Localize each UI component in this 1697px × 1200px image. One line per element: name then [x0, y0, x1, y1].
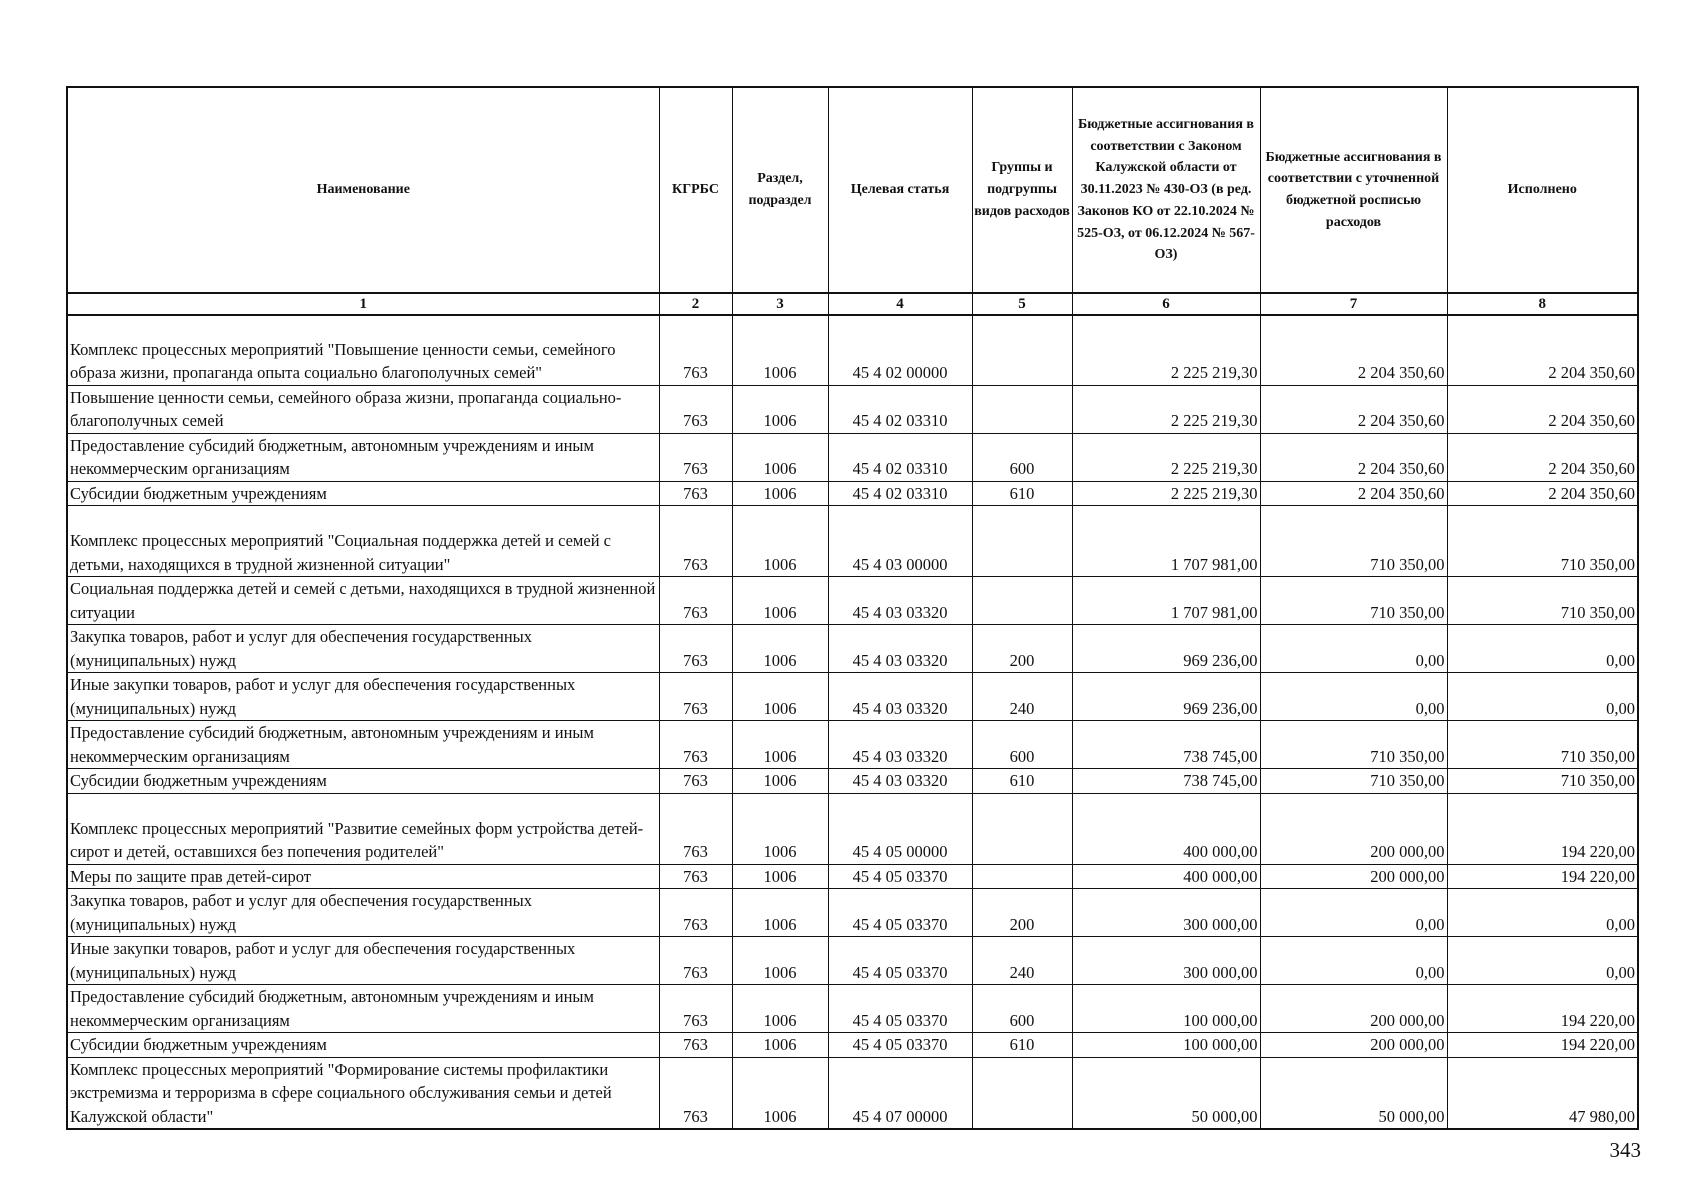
budget-table	[66, 86, 1639, 1130]
row-schedule-amount: 2 204 350,60	[1260, 433, 1447, 481]
row-executed-amount: 194 220,00	[1447, 864, 1638, 889]
header-budget-schedule: Бюджетные ассигнования в соответствии с уточненной бюджетной росписью расходов	[1260, 87, 1447, 293]
row-schedule-amount: 0,00	[1260, 937, 1447, 985]
header-kgrbs: КГРБС	[659, 87, 732, 293]
row-section: 1006	[732, 315, 828, 385]
row-name: Субсидии бюджетным учреждениям	[67, 1033, 659, 1058]
row-name: Субсидии бюджетным учреждениям	[67, 769, 659, 794]
row-section: 1006	[732, 433, 828, 481]
row-law-amount: 100 000,00	[1072, 1033, 1260, 1058]
row-section: 1006	[732, 721, 828, 769]
row-target-item: 45 4 02 03310	[828, 385, 972, 433]
row-kgrbs: 763	[659, 481, 732, 506]
row-section: 1006	[732, 793, 828, 864]
row-law-amount: 738 745,00	[1072, 769, 1260, 794]
row-target-item: 45 4 02 03310	[828, 433, 972, 481]
row-section: 1006	[732, 673, 828, 721]
row-expense-group: 600	[972, 433, 1072, 481]
column-number: 3	[732, 293, 828, 315]
row-section: 1006	[732, 889, 828, 937]
row-target-item: 45 4 05 03370	[828, 864, 972, 889]
row-expense-group: 240	[972, 937, 1072, 985]
row-executed-amount: 0,00	[1447, 937, 1638, 985]
row-kgrbs: 763	[659, 769, 732, 794]
row-law-amount: 1 707 981,00	[1072, 506, 1260, 577]
row-target-item: 45 4 05 00000	[828, 793, 972, 864]
row-expense-group: 200	[972, 889, 1072, 937]
table-row	[67, 481, 1638, 506]
header-section: Раздел, подраздел	[732, 87, 828, 293]
row-expense-group	[972, 577, 1072, 625]
row-name: Иные закупки товаров, работ и услуг для обеспечения государственных (муниципальных) нужд	[67, 937, 659, 985]
row-section: 1006	[732, 481, 828, 506]
row-name: Закупка товаров, работ и услуг для обеспечения государственных (муниципальных) нужд	[67, 889, 659, 937]
row-schedule-amount: 0,00	[1260, 625, 1447, 673]
row-target-item: 45 4 05 03370	[828, 937, 972, 985]
row-target-item: 45 4 03 03320	[828, 673, 972, 721]
row-section: 1006	[732, 864, 828, 889]
column-number: 1	[67, 293, 659, 315]
table-row	[67, 769, 1638, 794]
row-schedule-amount: 2 204 350,60	[1260, 481, 1447, 506]
row-law-amount: 969 236,00	[1072, 673, 1260, 721]
row-kgrbs: 763	[659, 433, 732, 481]
table-header	[67, 87, 1638, 315]
row-kgrbs: 763	[659, 985, 732, 1033]
table-row	[67, 673, 1638, 721]
row-target-item: 45 4 03 03320	[828, 769, 972, 794]
row-schedule-amount: 50 000,00	[1260, 1057, 1447, 1129]
row-target-item: 45 4 05 03370	[828, 985, 972, 1033]
row-executed-amount: 194 220,00	[1447, 985, 1638, 1033]
table-body	[67, 315, 1638, 1129]
header-target-item: Целевая статья	[828, 87, 972, 293]
row-law-amount: 969 236,00	[1072, 625, 1260, 673]
column-number: 4	[828, 293, 972, 315]
row-kgrbs: 763	[659, 673, 732, 721]
row-name: Комплекс процессных мероприятий "Развитие семейных форм устройства детей-сирот и детей, оставшихся без попечения родителей"	[67, 793, 659, 864]
row-law-amount: 400 000,00	[1072, 793, 1260, 864]
row-law-amount: 50 000,00	[1072, 1057, 1260, 1129]
row-executed-amount: 2 204 350,60	[1447, 385, 1638, 433]
row-target-item: 45 4 05 03370	[828, 1033, 972, 1058]
row-expense-group: 240	[972, 673, 1072, 721]
row-schedule-amount: 0,00	[1260, 889, 1447, 937]
row-law-amount: 738 745,00	[1072, 721, 1260, 769]
row-name: Иные закупки товаров, работ и услуг для обеспечения государственных (муниципальных) нужд	[67, 673, 659, 721]
table-row	[67, 1033, 1638, 1058]
header-expense-groups: Группы и подгруппы видов расходов	[972, 87, 1072, 293]
row-name: Комплекс процессных мероприятий "Формирование системы профилактики экстремизма и терроризма в сфере социального обслуживания семьи и детей Калужской области"	[67, 1057, 659, 1129]
header-law-allocations: Бюджетные ассигнования в соответствии с Законом Калужской области от 30.11.2023 № 430-ОЗ (в ред. Законов КО от 22.10.2024 № 525-ОЗ, от 06.12.2024 № 567-ОЗ)	[1072, 87, 1260, 293]
row-expense-group	[972, 385, 1072, 433]
row-schedule-amount: 0,00	[1260, 673, 1447, 721]
row-section: 1006	[732, 937, 828, 985]
row-law-amount: 2 225 219,30	[1072, 385, 1260, 433]
row-executed-amount: 0,00	[1447, 673, 1638, 721]
row-expense-group	[972, 793, 1072, 864]
row-expense-group	[972, 506, 1072, 577]
row-section: 1006	[732, 625, 828, 673]
row-name: Предоставление субсидий бюджетным, автономным учреждениям и иным некоммерческим организациям	[67, 985, 659, 1033]
row-expense-group	[972, 1057, 1072, 1129]
row-kgrbs: 763	[659, 1033, 732, 1058]
row-target-item: 45 4 03 00000	[828, 506, 972, 577]
column-number: 7	[1260, 293, 1447, 315]
row-schedule-amount: 200 000,00	[1260, 1033, 1447, 1058]
row-expense-group: 600	[972, 721, 1072, 769]
row-law-amount: 1 707 981,00	[1072, 577, 1260, 625]
row-kgrbs: 763	[659, 1057, 732, 1129]
row-expense-group	[972, 864, 1072, 889]
table-row	[67, 864, 1638, 889]
header-executed: Исполнено	[1447, 87, 1638, 293]
row-section: 1006	[732, 1033, 828, 1058]
row-executed-amount: 0,00	[1447, 625, 1638, 673]
row-name: Меры по защите прав детей-сирот	[67, 864, 659, 889]
row-name: Повышение ценности семьи, семейного образа жизни, пропаганда социально-благополучных семей	[67, 385, 659, 433]
table-row	[67, 625, 1638, 673]
row-law-amount: 2 225 219,30	[1072, 481, 1260, 506]
row-kgrbs: 763	[659, 315, 732, 385]
row-kgrbs: 763	[659, 506, 732, 577]
row-law-amount: 400 000,00	[1072, 864, 1260, 889]
row-kgrbs: 763	[659, 793, 732, 864]
row-executed-amount: 2 204 350,60	[1447, 481, 1638, 506]
row-target-item: 45 4 03 03320	[828, 625, 972, 673]
row-law-amount: 2 225 219,30	[1072, 433, 1260, 481]
row-target-item: 45 4 02 00000	[828, 315, 972, 385]
table-row	[67, 385, 1638, 433]
row-expense-group	[972, 315, 1072, 385]
row-kgrbs: 763	[659, 721, 732, 769]
row-law-amount: 300 000,00	[1072, 937, 1260, 985]
row-section: 1006	[732, 985, 828, 1033]
table-row	[67, 315, 1638, 385]
row-executed-amount: 710 350,00	[1447, 506, 1638, 577]
table-row	[67, 433, 1638, 481]
row-kgrbs: 763	[659, 577, 732, 625]
page-number: 343	[1609, 1138, 1641, 1162]
row-law-amount: 300 000,00	[1072, 889, 1260, 937]
row-executed-amount: 194 220,00	[1447, 793, 1638, 864]
table-row	[67, 937, 1638, 985]
row-executed-amount: 194 220,00	[1447, 1033, 1638, 1058]
header-row	[67, 87, 1638, 293]
row-target-item: 45 4 05 03370	[828, 889, 972, 937]
row-target-item: 45 4 03 03320	[828, 721, 972, 769]
row-kgrbs: 763	[659, 625, 732, 673]
table-row	[67, 793, 1638, 864]
row-target-item: 45 4 02 03310	[828, 481, 972, 506]
row-name: Предоставление субсидий бюджетным, автономным учреждениям и иным некоммерческим организациям	[67, 433, 659, 481]
table-row	[67, 985, 1638, 1033]
row-schedule-amount: 200 000,00	[1260, 864, 1447, 889]
table-row	[67, 577, 1638, 625]
row-section: 1006	[732, 506, 828, 577]
row-name: Предоставление субсидий бюджетным, автономным учреждениям и иным некоммерческим организациям	[67, 721, 659, 769]
row-target-item: 45 4 03 03320	[828, 577, 972, 625]
table-row	[67, 889, 1638, 937]
column-number: 2	[659, 293, 732, 315]
column-number: 5	[972, 293, 1072, 315]
table-row	[67, 721, 1638, 769]
row-executed-amount: 710 350,00	[1447, 769, 1638, 794]
row-executed-amount: 47 980,00	[1447, 1057, 1638, 1129]
row-kgrbs: 763	[659, 864, 732, 889]
row-executed-amount: 710 350,00	[1447, 577, 1638, 625]
row-executed-amount: 2 204 350,60	[1447, 433, 1638, 481]
column-number: 6	[1072, 293, 1260, 315]
row-executed-amount: 2 204 350,60	[1447, 315, 1638, 385]
row-section: 1006	[732, 385, 828, 433]
row-expense-group: 610	[972, 1033, 1072, 1058]
row-section: 1006	[732, 769, 828, 794]
row-expense-group: 610	[972, 481, 1072, 506]
row-law-amount: 100 000,00	[1072, 985, 1260, 1033]
row-schedule-amount: 2 204 350,60	[1260, 315, 1447, 385]
row-name: Закупка товаров, работ и услуг для обеспечения государственных (муниципальных) нужд	[67, 625, 659, 673]
row-schedule-amount: 710 350,00	[1260, 769, 1447, 794]
row-law-amount: 2 225 219,30	[1072, 315, 1260, 385]
row-name: Субсидии бюджетным учреждениям	[67, 481, 659, 506]
row-executed-amount: 0,00	[1447, 889, 1638, 937]
row-schedule-amount: 710 350,00	[1260, 721, 1447, 769]
row-executed-amount: 710 350,00	[1447, 721, 1638, 769]
row-section: 1006	[732, 1057, 828, 1129]
table-row	[67, 506, 1638, 577]
row-schedule-amount: 200 000,00	[1260, 985, 1447, 1033]
column-number-row	[67, 293, 1638, 315]
row-name: Комплекс процессных мероприятий "Социальная поддержка детей и семей с детьми, находящихся в трудной жизненной ситуации"	[67, 506, 659, 577]
column-number: 8	[1447, 293, 1638, 315]
row-name: Социальная поддержка детей и семей с детьми, находящихся в трудной жизненной ситуации	[67, 577, 659, 625]
row-name: Комплекс процессных мероприятий "Повышение ценности семьи, семейного образа жизни, пропаганда опыта социально благополучных семей"	[67, 315, 659, 385]
row-schedule-amount: 2 204 350,60	[1260, 385, 1447, 433]
row-kgrbs: 763	[659, 889, 732, 937]
row-schedule-amount: 200 000,00	[1260, 793, 1447, 864]
row-schedule-amount: 710 350,00	[1260, 577, 1447, 625]
row-kgrbs: 763	[659, 937, 732, 985]
table-row	[67, 1057, 1638, 1129]
row-section: 1006	[732, 577, 828, 625]
row-target-item: 45 4 07 00000	[828, 1057, 972, 1129]
row-kgrbs: 763	[659, 385, 732, 433]
row-expense-group: 600	[972, 985, 1072, 1033]
header-name: Наименование	[67, 87, 659, 293]
row-expense-group: 610	[972, 769, 1072, 794]
row-schedule-amount: 710 350,00	[1260, 506, 1447, 577]
row-expense-group: 200	[972, 625, 1072, 673]
